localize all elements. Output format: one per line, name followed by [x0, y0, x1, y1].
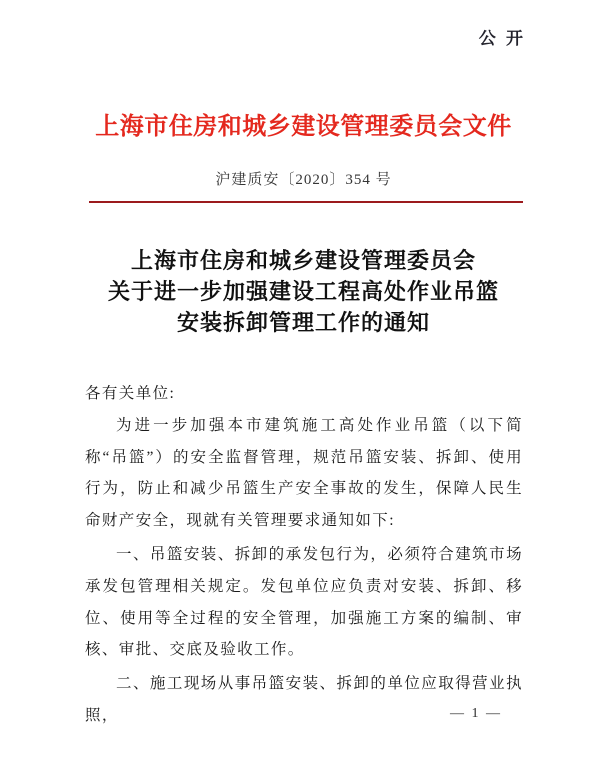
notice-title-line-2: 关于进一步加强建设工程高处作业吊篮	[107, 279, 499, 304]
classification-mark: 公 开	[478, 29, 523, 48]
page-number: — 1 —	[450, 706, 502, 721]
agency-letterhead-title: 上海市住房和城乡建设管理委员会文件	[95, 114, 512, 140]
paragraph-intro: 为进一步加强本市建筑施工高处作业吊篮（以下简称“吊篮”）的安全监督管理，规范吊篮安装、拆卸、使用行为，防止和减少吊篮生产安全事故的发生，保障人民生命财产安全，现就有关管理要求通知如下:	[85, 416, 523, 530]
paragraph-item-one: 一、吊篮安装、拆卸的承发包行为，必须符合建筑市场承发包管理相关规定。发包单位应负责对安装、拆卸、移位、使用等全过程的安全管理，加强施工方案的编制、审核、审批、交底及验收工作。	[85, 545, 523, 659]
notice-title-line-3: 安装拆卸管理工作的通知	[176, 310, 430, 335]
notice-title	[0, 245, 607, 338]
paragraph-item-two: 二、施工现场从事吊篮安装、拆卸的单位应取得营业执照，	[85, 675, 523, 724]
salutation: 各有关单位:	[85, 385, 176, 402]
document-number: 沪建质安〔2020〕354 号	[215, 172, 392, 188]
document-body	[85, 378, 523, 732]
red-divider-line	[89, 201, 523, 203]
notice-title-line-1: 上海市住房和城乡建设管理委员会	[130, 248, 476, 273]
